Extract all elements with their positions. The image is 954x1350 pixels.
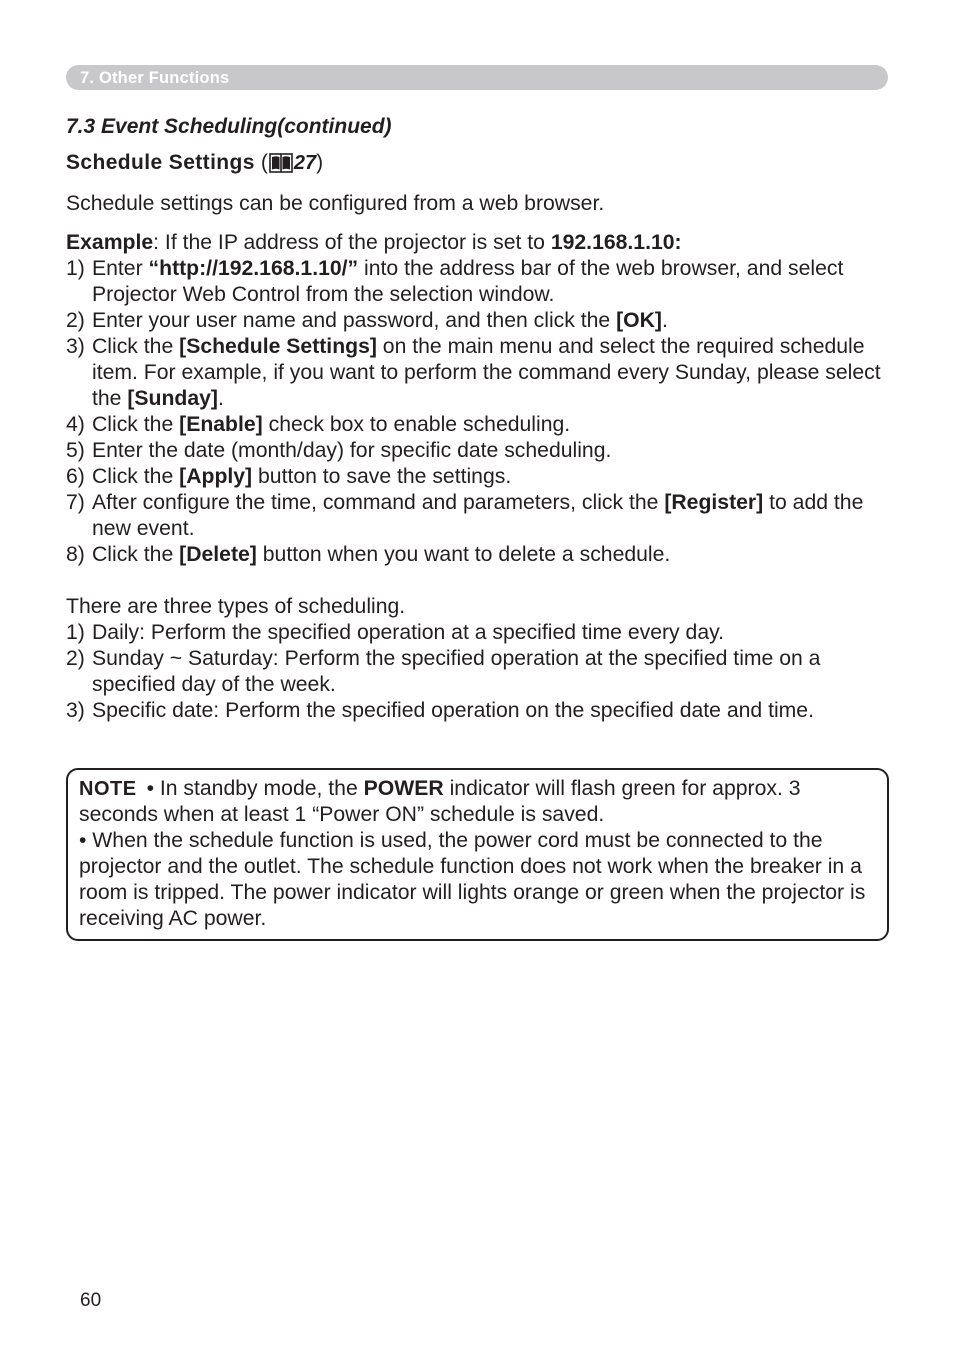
step-text: Enter your user name and password, and then click the	[92, 309, 617, 332]
type-item	[66, 620, 896, 646]
step-bold: [Schedule Settings]	[179, 335, 377, 358]
step-item	[66, 542, 896, 568]
step-bold: [Delete]	[179, 543, 257, 566]
type-number: 1)	[66, 621, 85, 644]
step-text: button when you want to delete a schedule.	[256, 543, 671, 566]
step-text: button to save the settings.	[252, 465, 512, 488]
paren-close: )	[316, 151, 324, 174]
step-text: to add the new event.	[92, 491, 864, 540]
step-bold: [OK]	[616, 309, 662, 332]
step-bold: [Apply]	[179, 465, 253, 488]
step-text: Click the	[92, 335, 180, 358]
step-item	[66, 256, 896, 308]
step-number: 6)	[66, 465, 85, 488]
step-bold: [Enable]	[179, 413, 263, 436]
example-label: Example	[66, 231, 154, 254]
step-text: Click the	[92, 465, 180, 488]
note-bold: POWER	[363, 777, 444, 800]
page-reference: 27	[293, 151, 317, 174]
section-title: 7.3 Event Scheduling(continued)	[66, 115, 392, 138]
type-text: Specific date: Perform the specified operation on the specified date and time.	[92, 699, 814, 722]
chapter-header-bar	[66, 65, 888, 90]
step-item	[66, 464, 896, 490]
step-item	[66, 412, 896, 438]
example-ip: 192.168.1.10:	[550, 231, 682, 254]
step-text: Enter the date (month/day) for specific date scheduling.	[92, 439, 612, 462]
step-number: 7)	[66, 491, 85, 514]
step-number: 8)	[66, 543, 85, 566]
step-item	[66, 490, 896, 542]
step-number: 4)	[66, 413, 85, 436]
type-text: Sunday ~ Saturday: Perform the specified operation at the specified time on a specified day of the week.	[92, 647, 821, 696]
type-number: 3)	[66, 699, 85, 722]
step-bold: “http://192.168.1.10/”	[148, 257, 359, 280]
note-label: NOTE	[79, 778, 137, 800]
example-text: : If the IP address of the projector is set to	[153, 231, 551, 254]
intro-paragraph: Schedule settings can be configured from a web browser.	[66, 192, 605, 215]
note-text: • In standby mode, the	[146, 777, 364, 800]
step-text: on the main menu and select the required schedule item. For example, if you want to perform the command every Sunday, please select the	[92, 335, 881, 410]
step-text: .	[662, 309, 668, 332]
page-number: 60	[80, 1290, 102, 1311]
step-item	[66, 334, 896, 412]
step-bold: [Register]	[664, 491, 764, 514]
step-text: Enter	[92, 257, 149, 280]
chapter-title: 7. Other Functions	[80, 69, 230, 87]
schedule-settings-title: Schedule Settings	[66, 151, 255, 174]
step-number: 3)	[66, 335, 85, 358]
type-number: 2)	[66, 647, 85, 670]
step-number: 1)	[66, 257, 85, 280]
step-text: .	[217, 387, 224, 410]
step-text: check box to enable scheduling.	[262, 413, 571, 436]
step-text: Click the	[92, 413, 180, 436]
type-item	[66, 698, 896, 724]
body-text	[66, 191, 896, 724]
note-paragraph-2: • When the schedule function is used, the power cord must be connected to the projector and the outlet. The schedule function does not work when the breaker in a room is tripped. The power indicator will lights orange or green when the projector is receiving AC power.	[79, 829, 866, 930]
step-number: 2)	[66, 309, 85, 332]
example-paragraph	[66, 230, 896, 256]
type-text: Daily: Perform the specified operation at a specified time every day.	[92, 621, 725, 644]
types-intro: There are three types of scheduling.	[66, 595, 406, 618]
paren-open: (	[260, 151, 268, 174]
schedule-settings-heading	[66, 151, 323, 175]
step-item	[66, 438, 896, 464]
note-paragraph-1	[79, 776, 877, 828]
step-text: After configure the time, command and parameters, click the	[92, 491, 665, 514]
book-icon	[269, 153, 293, 173]
note-text: indicator will flash green for approx. 3 seconds when at least 1 “Power ON” schedule is saved.	[79, 777, 801, 826]
step-bold: [Sunday]	[127, 387, 218, 410]
step-number: 5)	[66, 439, 85, 462]
type-item	[66, 646, 896, 698]
note-box	[66, 768, 889, 941]
step-text: Click the	[92, 543, 180, 566]
step-item	[66, 308, 896, 334]
step-text: into the address bar of the web browser, and select Projector Web Control from the selection window.	[92, 257, 844, 306]
